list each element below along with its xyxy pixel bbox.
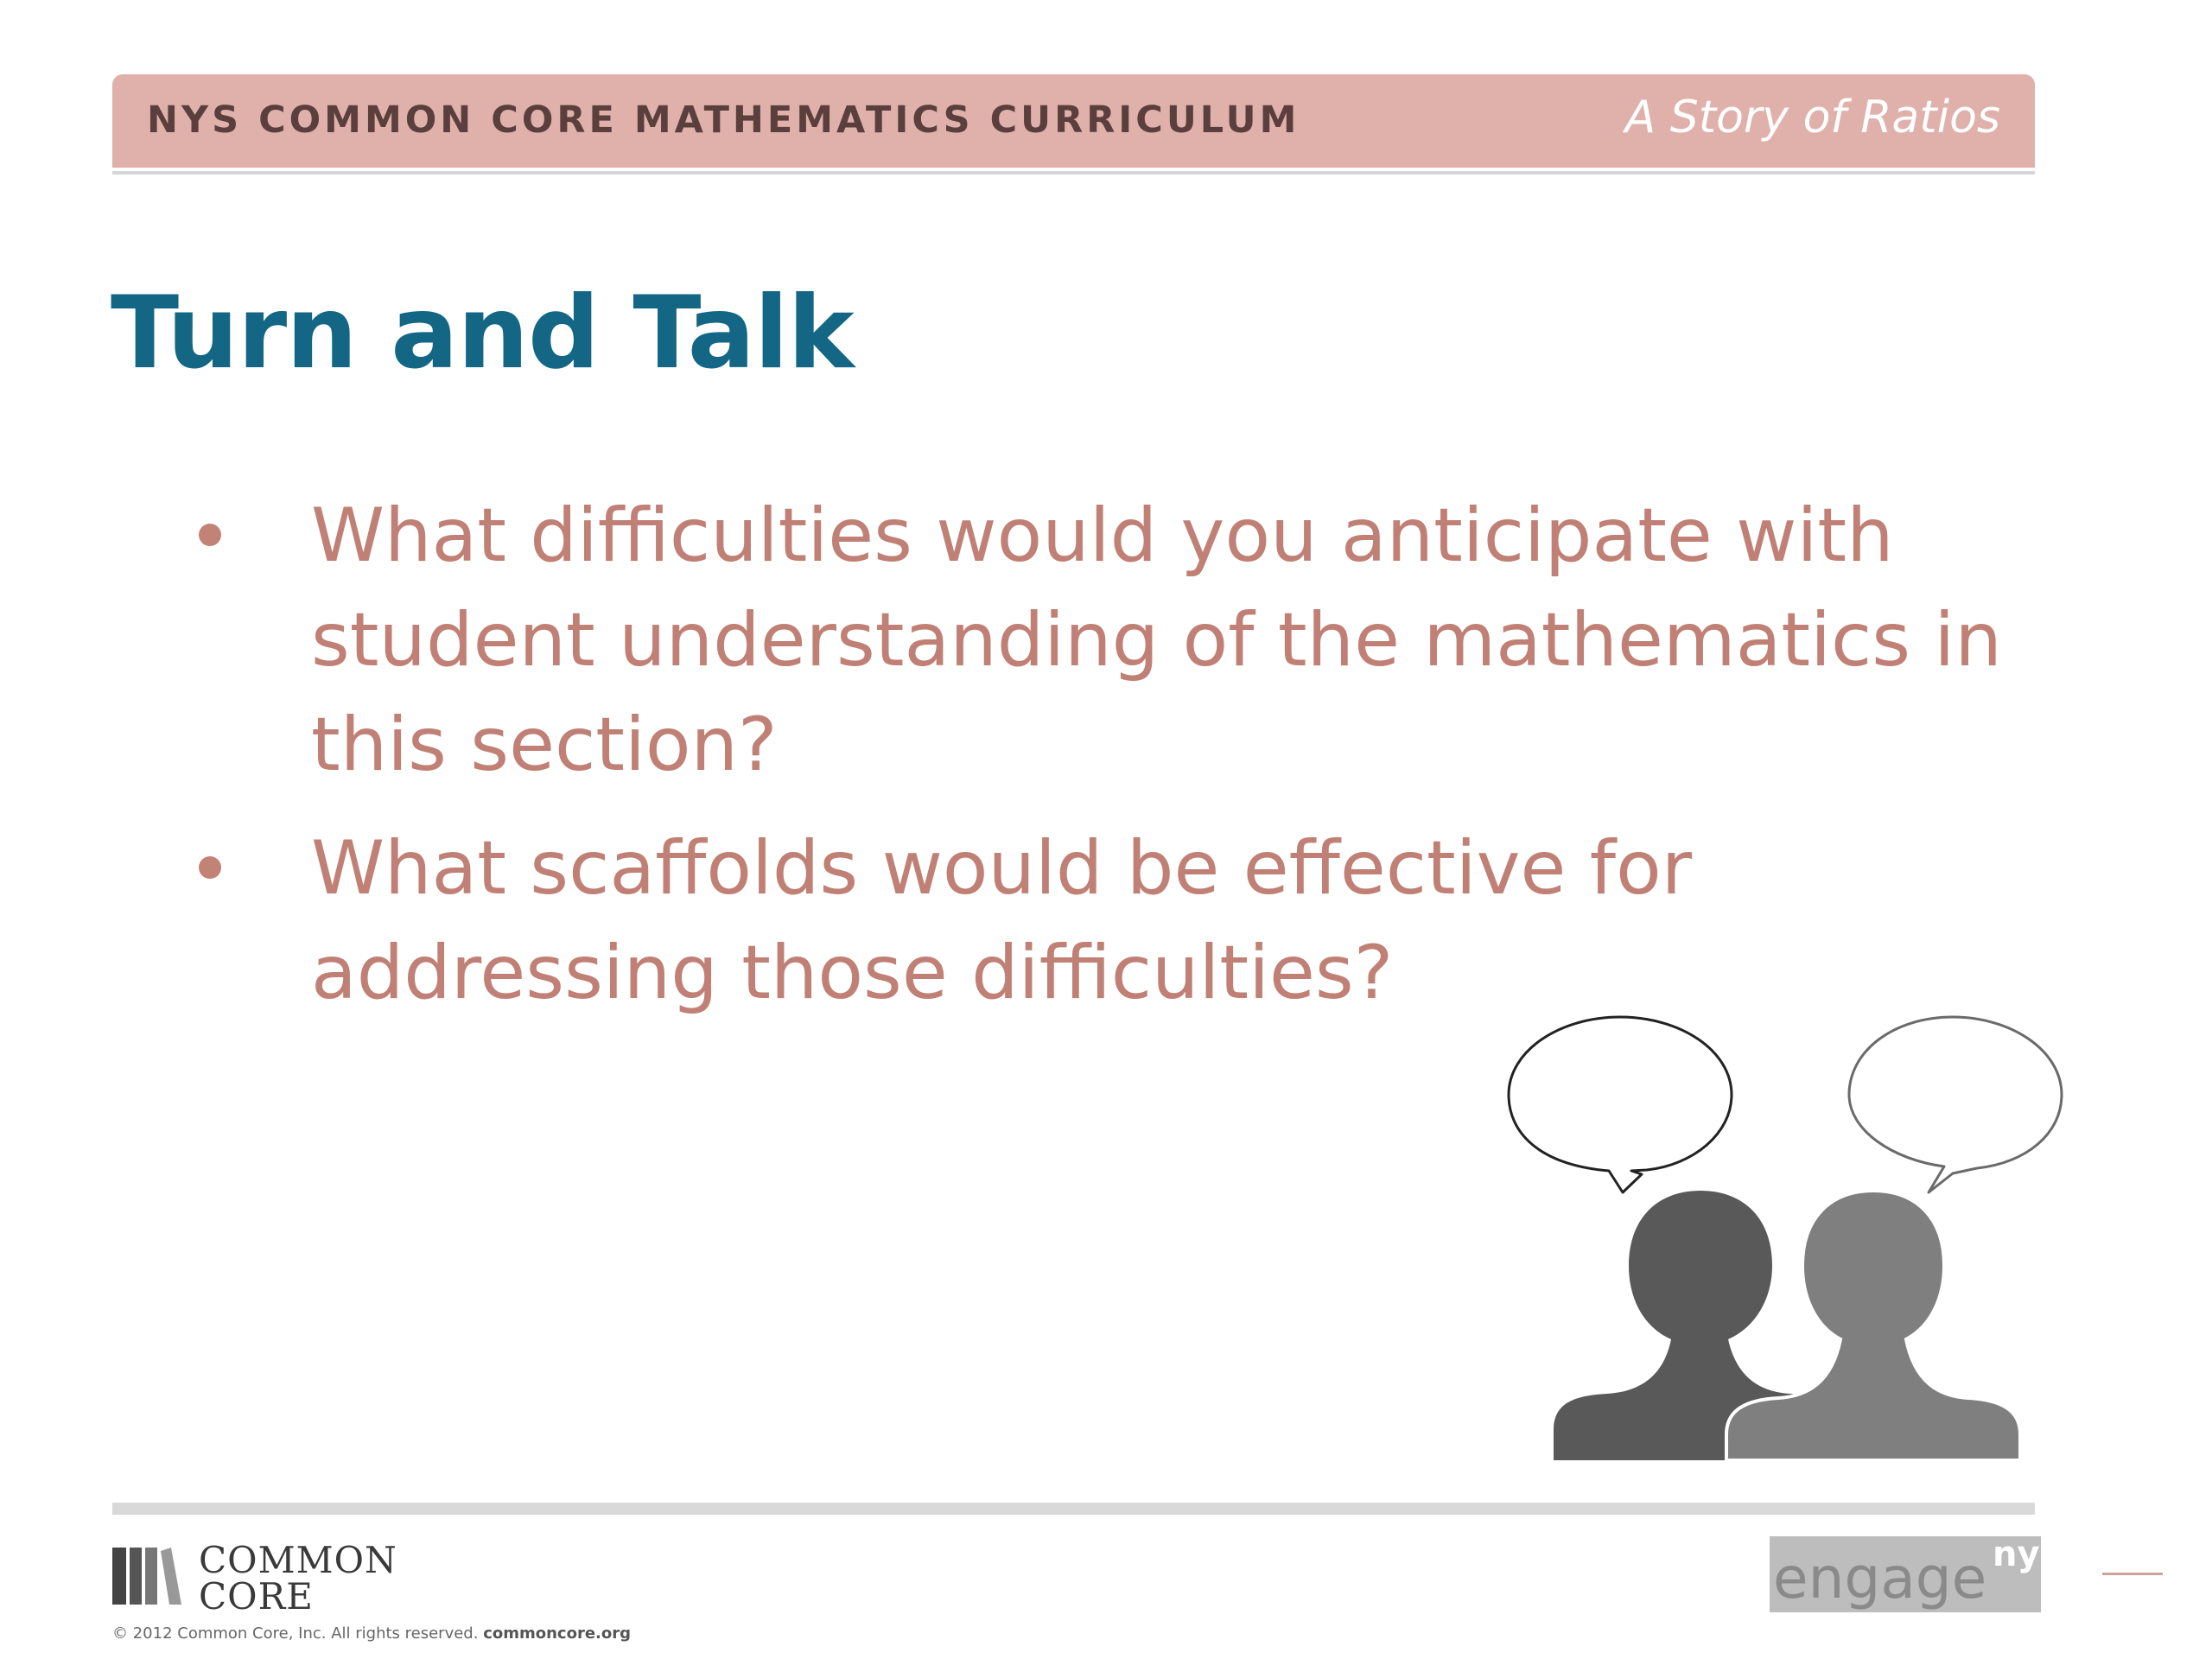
- common-core-logo: [112, 1539, 397, 1618]
- bullet-text: What difficulties would you anticipate with student understanding of the mathematics in this section?: [311, 493, 2002, 788]
- common-core-books-icon: [112, 1548, 181, 1605]
- person-silhouette-icon: [1726, 1191, 2020, 1460]
- engage-ny-logo: [1770, 1536, 2041, 1612]
- footer-divider: [112, 1503, 2035, 1515]
- header-band: [112, 74, 2035, 168]
- common-core-wordmark-line1: COMMON: [199, 1539, 397, 1581]
- copyright-link[interactable]: commoncore.org: [483, 1624, 632, 1643]
- curriculum-label: NYS COMMON CORE MATHEMATICS CURRICULUM: [147, 99, 1300, 142]
- module-label: A Story of Ratios: [1624, 92, 2000, 143]
- bullet-dot: [199, 856, 221, 879]
- engage-wordmark: engage: [1773, 1545, 1987, 1611]
- bullet-text: What scaffolds would be effective for addressing those difficulties?: [311, 825, 1693, 1016]
- speech-bubble-icon: [1849, 1017, 2062, 1192]
- page-title: Turn and Talk: [111, 275, 854, 391]
- common-core-wordmark-line2: CORE: [199, 1575, 314, 1618]
- copyright-text: © 2012 Common Core, Inc. All rights reserved.: [112, 1624, 479, 1643]
- bullet-dot: [199, 524, 221, 546]
- turn-and-talk-illustration: [1486, 933, 2074, 1469]
- header-divider: [112, 171, 2035, 175]
- engage-ny-superscript: ny: [1993, 1536, 2040, 1574]
- bullet-item-difficulties: [190, 484, 2100, 798]
- page-corner-mark: [2102, 1573, 2163, 1575]
- speech-bubble-icon: [1509, 1017, 1732, 1192]
- copyright-notice: [112, 1624, 631, 1643]
